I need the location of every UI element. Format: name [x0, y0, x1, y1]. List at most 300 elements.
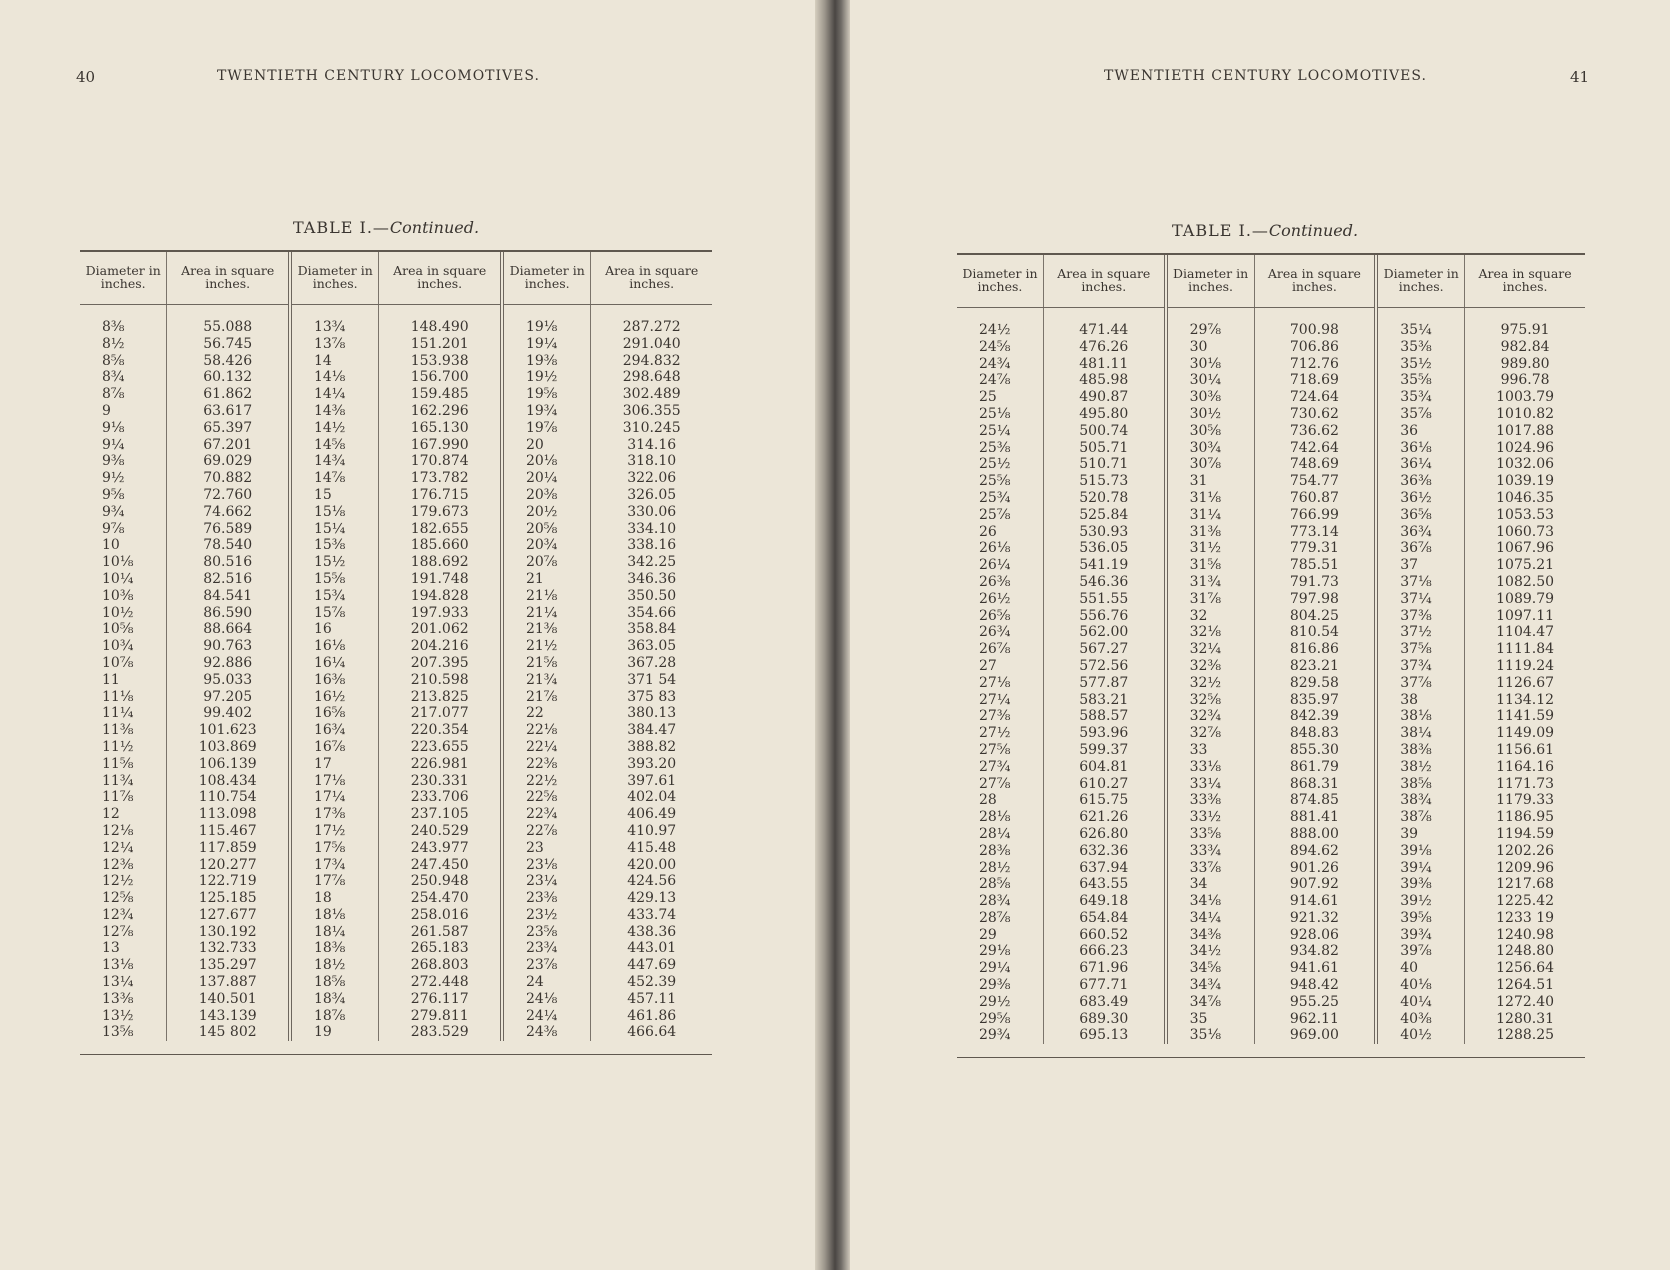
diameter-cell: 40 — [1376, 960, 1464, 977]
diameter-cell: 19¾ — [502, 403, 591, 420]
area-cell: 671.96 — [1043, 960, 1165, 977]
area-cell: 122.719 — [167, 873, 290, 890]
area-cell: 718.69 — [1254, 372, 1376, 389]
diameter-cell: 36⅝ — [1376, 507, 1464, 524]
diameter-cell: 39⅜ — [1376, 876, 1464, 893]
diameter-cell: 38¾ — [1376, 792, 1464, 809]
area-cell: 593.96 — [1043, 725, 1165, 742]
area-cell: 823.21 — [1254, 658, 1376, 675]
area-cell: 907.92 — [1254, 876, 1376, 893]
diameter-cell: 25⅝ — [957, 473, 1043, 490]
diameter-cell: 24 — [502, 974, 591, 991]
diameter-cell: 18¾ — [290, 991, 379, 1008]
diameter-cell: 11⅜ — [80, 722, 167, 739]
diameter-cell: 11¼ — [80, 705, 167, 722]
diameter-cell: 17¾ — [290, 857, 379, 874]
diameter-cell: 21½ — [502, 638, 591, 655]
diameter-cell: 18⅜ — [290, 940, 379, 957]
diameter-cell: 33¼ — [1166, 776, 1254, 793]
table-row — [957, 977, 1585, 994]
diameter-cell: 11½ — [80, 739, 167, 756]
area-cell: 1171.73 — [1496, 775, 1555, 792]
area-cell: 78.540 — [167, 537, 290, 554]
diameter-cell: 12¼ — [80, 840, 167, 857]
diameter-cell: 27⅛ — [957, 675, 1043, 692]
diameter-cell: 33⅛ — [1166, 759, 1254, 776]
area-cell: 742.64 — [1254, 440, 1376, 457]
table-row — [957, 608, 1585, 625]
diameter-cell: 31⅜ — [1166, 524, 1254, 541]
area-cell: 90.763 — [167, 638, 290, 655]
area-cell: 406.49 — [627, 806, 677, 823]
diameter-cell: 37¼ — [1376, 591, 1464, 608]
area-cell: 145 802 — [167, 1024, 290, 1041]
diameter-cell: 34¾ — [1166, 977, 1254, 994]
area-cell: 375 83 — [627, 688, 677, 705]
area-cell: 881.41 — [1254, 809, 1376, 826]
area-cell: 237.105 — [379, 806, 502, 823]
diameter-cell: 20⅝ — [502, 521, 591, 538]
table-row — [80, 621, 712, 638]
header-diameter: Diameter in inches. — [80, 252, 167, 305]
diameter-cell: 11⅛ — [80, 689, 167, 706]
area-cell: 182.655 — [379, 521, 502, 538]
diameter-cell: 32⅛ — [1166, 624, 1254, 641]
area-cell: 515.73 — [1043, 473, 1165, 490]
diameter-cell: 27 — [957, 658, 1043, 675]
diameter-cell: 17⅞ — [290, 873, 379, 890]
area-cell: 130.192 — [167, 924, 290, 941]
area-cell: 689.30 — [1043, 1011, 1165, 1028]
diameter-cell: 11⅞ — [80, 789, 167, 806]
diameter-cell: 13⅜ — [80, 991, 167, 1008]
diameter-cell: 14⅝ — [290, 437, 379, 454]
diameter-cell: 12⅛ — [80, 823, 167, 840]
area-cell: 969.00 — [1254, 1027, 1376, 1044]
area-cell: 868.31 — [1254, 776, 1376, 793]
area-cell: 810.54 — [1254, 624, 1376, 641]
area-cell: 358.84 — [627, 621, 677, 638]
area-cell: 279.811 — [379, 1008, 502, 1025]
table-row — [957, 658, 1585, 675]
diameter-cell: 28⅝ — [957, 876, 1043, 893]
diameter-cell: 21⅜ — [502, 621, 591, 638]
table-row — [80, 521, 712, 538]
area-cell: 1010.82 — [1496, 405, 1555, 422]
area-cell: 80.516 — [167, 554, 290, 571]
area-cell: 481.11 — [1043, 356, 1165, 373]
diameter-cell: 34⅝ — [1166, 960, 1254, 977]
area-cell: 1149.09 — [1496, 725, 1555, 742]
running-head: TWENTIETH CENTURY LOCOMOTIVES. — [1104, 68, 1427, 84]
area-cell: 250.948 — [379, 873, 502, 890]
area-cell: 272.448 — [379, 974, 502, 991]
table-row — [957, 1011, 1585, 1028]
table-row — [957, 742, 1585, 759]
diameter-cell: 16⅞ — [290, 739, 379, 756]
area-cell: 773.14 — [1254, 524, 1376, 541]
diameter-cell: 23⅛ — [502, 857, 591, 874]
area-cell: 546.36 — [1043, 574, 1165, 591]
table-row — [957, 960, 1585, 977]
area-cell: 350.50 — [627, 587, 677, 604]
diameter-cell: 33⅜ — [1166, 792, 1254, 809]
area-cell: 86.590 — [167, 605, 290, 622]
area-cell: 233.706 — [379, 789, 502, 806]
area-cell: 577.87 — [1043, 675, 1165, 692]
area-cell: 72.760 — [167, 487, 290, 504]
running-head: TWENTIETH CENTURY LOCOMOTIVES. — [217, 68, 540, 84]
diameter-cell: 20¼ — [502, 470, 591, 487]
diameter-cell: 36¾ — [1376, 524, 1464, 541]
area-cell: 1209.96 — [1496, 859, 1555, 876]
area-cell: 500.74 — [1043, 423, 1165, 440]
area-table — [80, 252, 712, 1041]
area-cell: 1272.40 — [1496, 993, 1555, 1010]
table-row — [80, 386, 712, 403]
diameter-cell: 25¼ — [957, 423, 1043, 440]
area-cell: 179.673 — [379, 504, 502, 521]
area-cell: 471.44 — [1043, 308, 1165, 339]
area-cell: 443.01 — [627, 940, 677, 957]
diameter-cell: 24⅛ — [502, 991, 591, 1008]
diameter-cell: 37½ — [1376, 624, 1464, 641]
diameter-cell: 29¾ — [957, 1027, 1043, 1044]
diameter-cell: 39⅝ — [1376, 910, 1464, 927]
area-cell: 176.715 — [379, 487, 502, 504]
diameter-cell: 22½ — [502, 773, 591, 790]
diameter-cell: 38 — [1376, 692, 1464, 709]
left-page — [0, 0, 822, 1270]
area-cell: 207.395 — [379, 655, 502, 672]
table-row — [957, 641, 1585, 658]
area-cell: 562.00 — [1043, 624, 1165, 641]
diameter-cell: 25¾ — [957, 490, 1043, 507]
area-cell: 162.296 — [379, 403, 502, 420]
area-cell: 188.692 — [379, 554, 502, 571]
header-diameter: Diameter in inches. — [1166, 255, 1254, 308]
area-cell: 247.450 — [379, 857, 502, 874]
area-cell: 334.10 — [627, 520, 677, 537]
table-row — [80, 739, 712, 756]
area-cell: 621.26 — [1043, 809, 1165, 826]
diameter-cell: 22 — [502, 705, 591, 722]
table-row — [957, 776, 1585, 793]
area-cell: 1032.06 — [1496, 456, 1555, 473]
area-cell: 848.83 — [1254, 725, 1376, 742]
area-cell: 153.938 — [379, 353, 502, 370]
diameter-cell: 31⅞ — [1166, 591, 1254, 608]
table-row — [80, 353, 712, 370]
area-cell: 310.245 — [622, 419, 681, 436]
diameter-cell: 11⅝ — [80, 756, 167, 773]
diameter-cell: 24¾ — [957, 356, 1043, 373]
diameter-cell: 27⅜ — [957, 708, 1043, 725]
area-cell: 223.655 — [379, 739, 502, 756]
diameter-cell: 26⅞ — [957, 641, 1043, 658]
area-cell: 1039.19 — [1496, 473, 1555, 490]
diameter-cell: 33 — [1166, 742, 1254, 759]
area-cell: 1089.79 — [1496, 590, 1555, 607]
table-row — [957, 759, 1585, 776]
diameter-cell: 27¾ — [957, 759, 1043, 776]
caption-italic: Continued. — [389, 218, 480, 237]
area-cell: 842.39 — [1254, 708, 1376, 725]
diameter-cell: 17 — [290, 756, 379, 773]
table-row — [957, 490, 1585, 507]
area-cell: 143.139 — [167, 1008, 290, 1025]
diameter-cell: 30¼ — [1166, 372, 1254, 389]
diameter-cell: 32½ — [1166, 675, 1254, 692]
diameter-cell: 20¾ — [502, 537, 591, 554]
diameter-cell: 39⅞ — [1376, 943, 1464, 960]
table-row — [957, 725, 1585, 742]
diameter-cell: 33⅞ — [1166, 860, 1254, 877]
diameter-cell: 8⅝ — [80, 353, 167, 370]
area-cell: 962.11 — [1254, 1011, 1376, 1028]
area-cell: 69.029 — [167, 453, 290, 470]
diameter-cell: 36¼ — [1376, 456, 1464, 473]
area-cell: 318.10 — [627, 453, 677, 470]
area-cell: 132.733 — [167, 940, 290, 957]
area-cell: 137.887 — [167, 974, 290, 991]
area-cell: 712.76 — [1254, 356, 1376, 373]
area-cell: 173.782 — [379, 470, 502, 487]
diameter-cell: 24⅝ — [957, 339, 1043, 356]
table-row — [80, 924, 712, 941]
area-cell: 1082.50 — [1496, 573, 1555, 590]
area-cell: 485.98 — [1043, 372, 1165, 389]
area-cell: 302.489 — [622, 386, 681, 403]
table-row — [80, 403, 712, 420]
area-cell: 213.825 — [379, 689, 502, 706]
area-cell: 167.990 — [379, 437, 502, 454]
area-cell: 989.80 — [1500, 355, 1550, 372]
diameter-cell: 33½ — [1166, 809, 1254, 826]
area-cell: 84.541 — [167, 588, 290, 605]
area-cell: 804.25 — [1254, 608, 1376, 625]
diameter-cell: 15 — [290, 487, 379, 504]
diameter-cell: 31 — [1166, 473, 1254, 490]
area-cell: 791.73 — [1254, 574, 1376, 591]
area-cell: 424.56 — [627, 873, 677, 890]
area-cell: 525.84 — [1043, 507, 1165, 524]
area-cell: 265.183 — [379, 940, 502, 957]
area-cell: 283.529 — [379, 1024, 502, 1041]
diameter-cell: 35⅜ — [1376, 339, 1464, 356]
area-cell: 604.81 — [1043, 759, 1165, 776]
table-row — [80, 588, 712, 605]
area-cell: 730.62 — [1254, 406, 1376, 423]
area-cell: 447.69 — [627, 957, 677, 974]
table-row — [957, 826, 1585, 843]
table-row — [80, 756, 712, 773]
table-row — [80, 336, 712, 353]
diameter-cell: 18⅛ — [290, 907, 379, 924]
area-cell: 95.033 — [167, 672, 290, 689]
diameter-cell: 14 — [290, 353, 379, 370]
table-row — [957, 372, 1585, 389]
area-cell: 736.62 — [1254, 423, 1376, 440]
area-cell: 541.19 — [1043, 557, 1165, 574]
diameter-cell: 15⅞ — [290, 605, 379, 622]
diameter-cell: 27⅝ — [957, 742, 1043, 759]
diameter-cell: 12⅜ — [80, 857, 167, 874]
header-area: Area in square inches. — [1254, 255, 1376, 308]
diameter-cell: 33⅝ — [1166, 826, 1254, 843]
area-cell: 210.598 — [379, 672, 502, 689]
area-cell: 92.886 — [167, 655, 290, 672]
diameter-cell: 32¼ — [1166, 641, 1254, 658]
area-cell: 67.201 — [167, 437, 290, 454]
diameter-cell: 16⅝ — [290, 705, 379, 722]
diameter-cell: 15½ — [290, 554, 379, 571]
area-cell: 637.94 — [1043, 860, 1165, 877]
diameter-cell: 25⅞ — [957, 507, 1043, 524]
area-cell: 58.426 — [167, 353, 290, 370]
area-cell: 466.64 — [627, 1024, 677, 1041]
area-cell: 393.20 — [627, 755, 677, 772]
area-cell: 816.86 — [1254, 641, 1376, 658]
table-row — [80, 369, 712, 386]
diameter-cell: 9⅜ — [80, 453, 167, 470]
area-cell: 201.062 — [379, 621, 502, 638]
diameter-cell: 35 — [1166, 1011, 1254, 1028]
caption-main: TABLE I.— — [293, 218, 390, 237]
area-cell: 194.828 — [379, 588, 502, 605]
table-row — [80, 840, 712, 857]
diameter-cell: 25 — [957, 389, 1043, 406]
diameter-cell: 13⅝ — [80, 1024, 167, 1041]
area-cell: 60.132 — [167, 369, 290, 386]
area-cell: 888.00 — [1254, 826, 1376, 843]
diameter-cell: 25⅛ — [957, 406, 1043, 423]
table-row — [80, 571, 712, 588]
diameter-cell: 38½ — [1376, 759, 1464, 776]
diameter-cell: 20½ — [502, 504, 591, 521]
area-cell: 785.51 — [1254, 557, 1376, 574]
area-cell: 326.05 — [627, 486, 677, 503]
area-cell: 754.77 — [1254, 473, 1376, 490]
area-cell: 429.13 — [627, 890, 677, 907]
area-cell: 165.130 — [379, 420, 502, 437]
header-diameter: Diameter in inches. — [1376, 255, 1464, 308]
diameter-cell: 34¼ — [1166, 910, 1254, 927]
diameter-cell: 34½ — [1166, 943, 1254, 960]
area-cell: 452.39 — [627, 974, 677, 991]
diameter-cell: 35⅝ — [1376, 372, 1464, 389]
area-cell: 127.677 — [167, 907, 290, 924]
diameter-cell: 26¼ — [957, 557, 1043, 574]
area-cell: 191.748 — [379, 571, 502, 588]
area-cell: 724.64 — [1254, 389, 1376, 406]
diameter-cell: 39½ — [1376, 893, 1464, 910]
area-cell: 106.139 — [167, 756, 290, 773]
diameter-cell: 34⅜ — [1166, 927, 1254, 944]
area-cell: 342.25 — [627, 554, 677, 571]
area-cell: 982.84 — [1500, 338, 1550, 355]
area-cell: 354.66 — [627, 604, 677, 621]
table-row — [80, 890, 712, 907]
area-cell: 1225.42 — [1496, 893, 1555, 910]
diameter-cell: 18½ — [290, 957, 379, 974]
table-row — [80, 437, 712, 454]
table-row — [957, 574, 1585, 591]
diameter-cell: 30 — [1166, 339, 1254, 356]
diameter-cell: 22⅝ — [502, 789, 591, 806]
area-cell: 103.869 — [167, 739, 290, 756]
table-row — [80, 420, 712, 437]
diameter-cell: 31¼ — [1166, 507, 1254, 524]
diameter-cell: 24½ — [957, 308, 1043, 339]
diameter-cell: 29⅝ — [957, 1011, 1043, 1028]
diameter-cell: 30⅝ — [1166, 423, 1254, 440]
diameter-cell: 18⅞ — [290, 1008, 379, 1025]
area-cell: 314.16 — [627, 436, 677, 453]
diameter-cell: 24⅞ — [957, 372, 1043, 389]
area-cell: 148.490 — [379, 305, 502, 336]
diameter-cell: 38¼ — [1376, 725, 1464, 742]
diameter-cell: 19 — [290, 1024, 379, 1041]
area-cell: 135.297 — [167, 957, 290, 974]
diameter-cell: 16⅛ — [290, 638, 379, 655]
table-caption — [1172, 221, 1358, 240]
diameter-cell: 39 — [1376, 826, 1464, 843]
table-row — [80, 789, 712, 806]
table-row — [957, 557, 1585, 574]
area-cell: 88.664 — [167, 621, 290, 638]
diameter-cell: 28⅜ — [957, 843, 1043, 860]
diameter-cell: 22⅛ — [502, 722, 591, 739]
area-cell: 599.37 — [1043, 742, 1165, 759]
area-cell: 1104.47 — [1496, 624, 1555, 641]
diameter-cell: 9⅞ — [80, 521, 167, 538]
diameter-cell: 10½ — [80, 605, 167, 622]
area-cell: 457.11 — [627, 990, 677, 1007]
area-cell: 1003.79 — [1496, 389, 1555, 406]
table-row — [957, 675, 1585, 692]
diameter-cell: 24⅜ — [502, 1024, 591, 1041]
area-cell: 110.754 — [167, 789, 290, 806]
diameter-cell: 23 — [502, 840, 591, 857]
diameter-cell: 21⅞ — [502, 689, 591, 706]
area-cell: 1233 19 — [1496, 909, 1555, 926]
area-cell: 536.05 — [1043, 540, 1165, 557]
table-row — [957, 456, 1585, 473]
area-cell: 1156.61 — [1496, 741, 1555, 758]
table-row — [80, 537, 712, 554]
diameter-cell: 22⅞ — [502, 823, 591, 840]
diameter-cell: 29¼ — [957, 960, 1043, 977]
diameter-cell: 19⅛ — [502, 305, 591, 336]
diameter-cell: 13⅞ — [290, 336, 379, 353]
area-cell: 258.016 — [379, 907, 502, 924]
diameter-cell: 12¾ — [80, 907, 167, 924]
area-cell: 120.277 — [167, 857, 290, 874]
diameter-cell: 29 — [957, 927, 1043, 944]
diameter-cell: 20⅛ — [502, 453, 591, 470]
diameter-cell: 16¾ — [290, 722, 379, 739]
area-cell: 948.42 — [1254, 977, 1376, 994]
area-cell: 151.201 — [379, 336, 502, 353]
diameter-cell: 36⅛ — [1376, 440, 1464, 457]
header-area: Area in square inches. — [379, 252, 502, 305]
diameter-cell: 36⅜ — [1376, 473, 1464, 490]
table-row — [80, 453, 712, 470]
diameter-cell: 23½ — [502, 907, 591, 924]
diameter-cell: 10 — [80, 537, 167, 554]
header-area: Area in square inches. — [1043, 255, 1165, 308]
